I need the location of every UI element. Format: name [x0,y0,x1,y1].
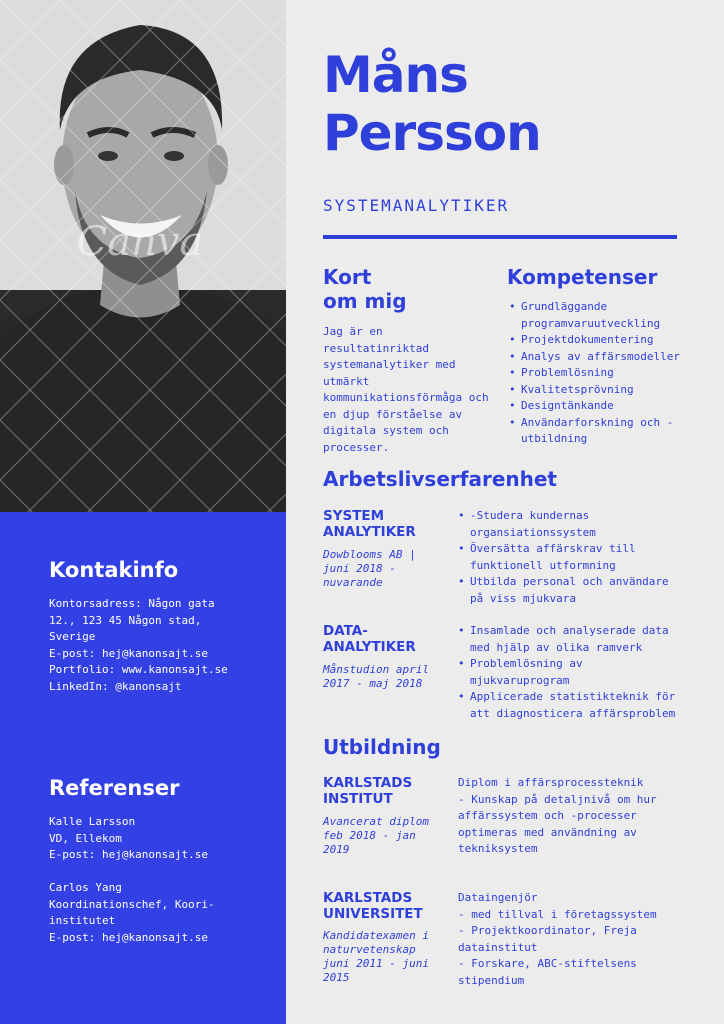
reference-line: Carlos Yang [49,881,122,894]
school-detail-line: - Kunskap på detaljnivå om hur affärssystem och -processer optimeras med användning av tekniksystem [458,792,657,855]
school-title-line: KARLSTADS [323,775,413,791]
job-1-title [323,508,443,540]
about-heading-line: Kort [323,265,372,289]
school-detail-line: - Forskare, ABC-stiftelsens stipendium [458,957,637,987]
job-title: SYSTEMANALYTIKER [323,196,510,215]
school-detail-line: - med tillval i företagssystem [458,907,657,921]
contact-line: Sverige [49,630,96,643]
watermark-text: Canva [76,219,204,265]
list-item: • Grundläggande programvaruutveckling [507,299,687,332]
contact-portfolio[interactable]: Portfolio: www.kanonsajt.se [49,663,228,676]
list-item: • Problemlösning av mjukvaruprogram [456,656,681,689]
first-name: Måns [323,46,468,104]
contact-email[interactable]: E-post: hej@kanonsajt.se [49,646,208,660]
school-1-details [458,775,673,858]
list-item: • Applicerade statistikteknik för att diagnosticera affärsproblem [456,689,681,722]
school-detail-line: Diplom i affärsprocessteknik [458,776,644,789]
job-title-line: ANALYTIKER [323,639,416,655]
job-2-bullets [456,623,681,722]
last-name: Persson [323,104,541,162]
job-title-line: ANALYTIKER [323,524,416,540]
list-item: • Problemlösning [507,365,687,382]
school-detail-line: Dataingenjör [458,891,538,904]
references-heading: Referenser [49,776,180,800]
list-item: • Användarforskning och - utbildning [507,415,687,448]
reference-spacer [49,864,249,881]
job-2-title [323,623,443,655]
profile-photo [0,0,286,512]
skills-heading: Kompetenser [507,265,658,289]
list-item: • -Studera kundernas organsiationssystem [456,508,681,541]
about-heading [323,265,407,313]
reference-line: Koordinationschef, Koori- [49,897,215,911]
reference-line: VD, Ellekom [49,831,122,845]
job-title-line: SYSTEM [323,508,385,524]
title-divider [323,235,677,239]
skills-list [507,299,687,448]
reference-line: Kalle Larsson [49,815,136,828]
job-title-line: DATA- [323,623,368,639]
about-text: Jag är en resultatinriktad systemanalytiker med utmärkt kommunikationsförmåga och en djup förståelse av digitala system och processer. [323,325,489,454]
left-column [0,0,286,1024]
reference-email[interactable]: E-post: hej@kanonsajt.se [49,848,208,861]
school-detail-line: - Projektkoordinator, Freja datainstitut [458,924,637,954]
contact-line: Kontorsadress: Någon gata [49,597,215,610]
school-1-meta: Avancerat diplom feb 2018 - jan 2019 [323,815,429,856]
job-1-bullets [456,508,681,607]
list-item: • Utbilda personal och användare på viss mjukvara [456,574,681,607]
list-item: • Analys av affärsmodeller [507,349,687,366]
right-column [286,0,724,1024]
job-2-meta: Månstudion april 2017 - maj 2018 [323,663,429,690]
person-name [323,46,541,162]
contact-linkedin[interactable]: LinkedIn: @kanonsajt [49,679,182,693]
references-details [49,814,249,946]
school-title-line: UNIVERSITET [323,906,423,922]
contact-details [49,596,249,695]
school-2-meta: Kandidatexamen i naturvetenskap juni 2011 - juni 2015 [323,929,429,984]
school-title-line: KARLSTADS [323,890,413,906]
list-item: • Insamlade och analyserade data med hjälp av olika ramverk [456,623,681,656]
list-item: • Översätta affärskrav till funktionell utformning [456,541,681,574]
school-title-line: INSTITUT [323,791,393,807]
contact-panel [0,512,286,1024]
portrait-illustration [0,0,286,512]
contact-line: 12., 123 45 Någon stad, [49,613,202,627]
list-item: • Projektdokumentering [507,332,687,349]
experience-heading: Arbetslivserfarenhet [323,467,557,491]
school-1-title [323,775,443,807]
list-item: • Designtänkande [507,398,687,415]
school-2-details [458,890,673,989]
list-item: • Kvalitetsprövning [507,382,687,399]
contact-heading: Kontakinfo [49,558,179,582]
reference-email[interactable]: E-post: hej@kanonsajt.se [49,930,208,944]
education-heading: Utbildning [323,735,441,759]
about-heading-line: om mig [323,289,407,313]
school-2-title [323,890,443,922]
job-1-meta: Dowblooms AB | juni 2018 - nuvarande [323,548,416,589]
reference-line: institutet [49,914,116,927]
